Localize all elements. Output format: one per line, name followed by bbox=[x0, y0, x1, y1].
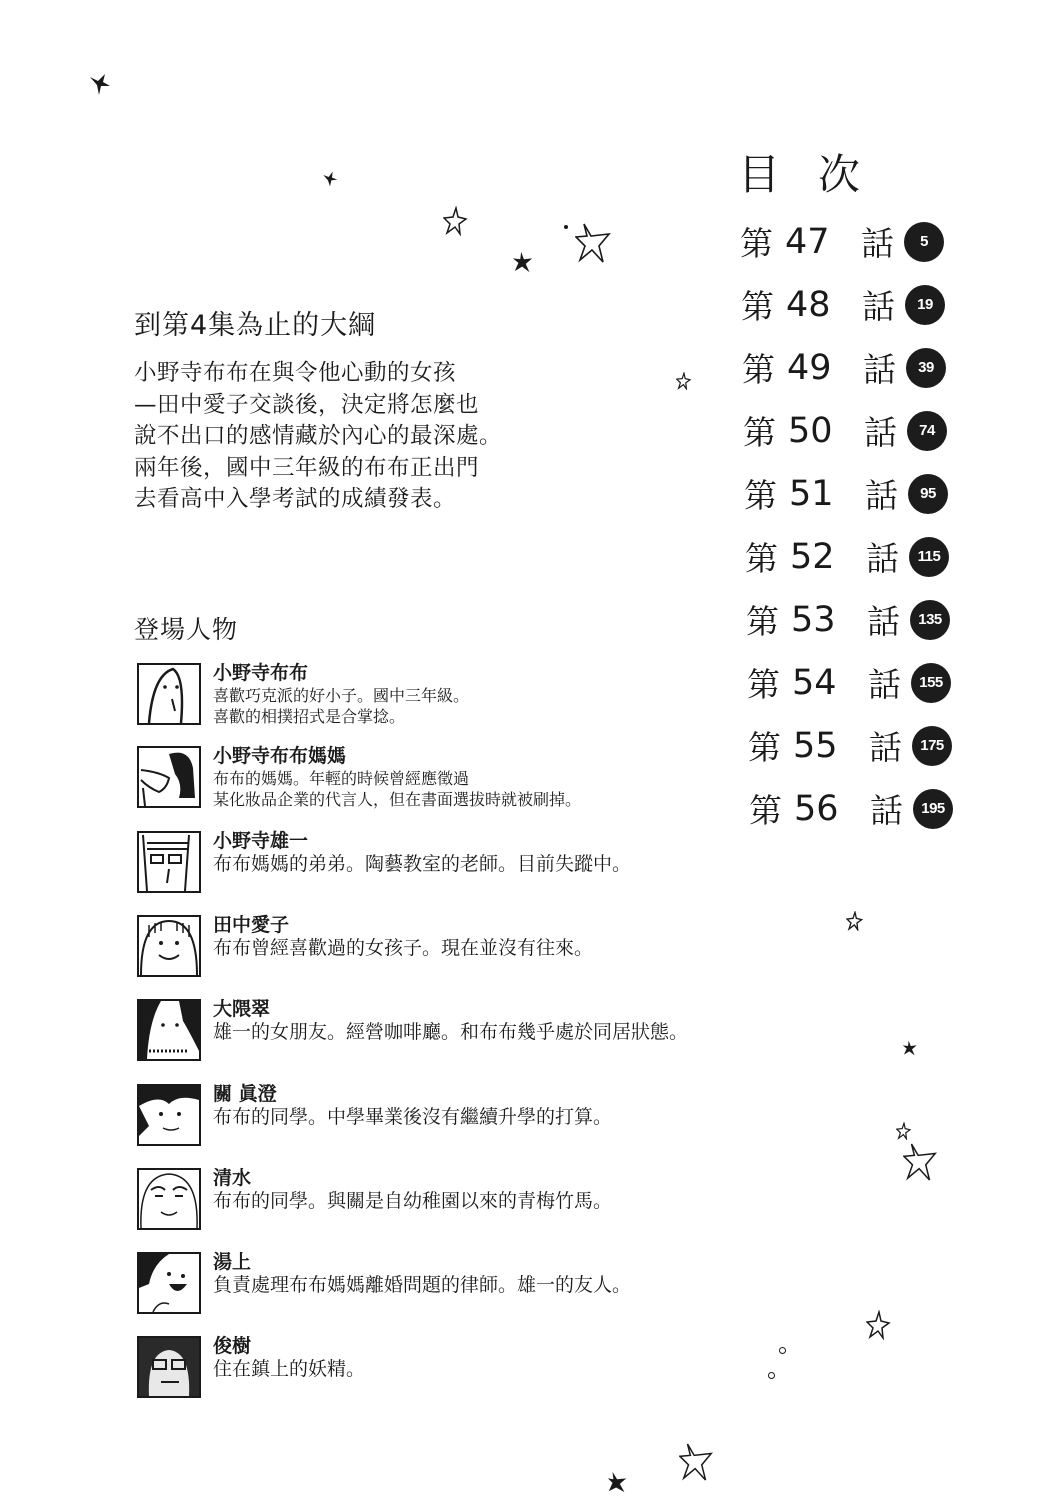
character-desc: 布布的同學。中學畢業後沒有繼續升學的打算。 bbox=[213, 1106, 613, 1128]
character-portrait bbox=[137, 999, 201, 1061]
character-desc: 布布媽媽的弟弟。陶藝教室的老師。目前失蹤中。 bbox=[213, 853, 632, 875]
chapter-prefix: 第 bbox=[743, 413, 776, 452]
toc-item[interactable] bbox=[741, 281, 945, 328]
character-desc: 住在鎮上的妖精。 bbox=[213, 1358, 366, 1380]
toc-item[interactable] bbox=[747, 659, 951, 706]
outline-star-icon bbox=[866, 1310, 892, 1340]
chapter-suffix: 話 bbox=[864, 413, 897, 452]
character-name: 清水 bbox=[213, 1167, 252, 1189]
chapter-number: 52 bbox=[790, 536, 835, 577]
chapter-prefix: 第 bbox=[746, 602, 779, 641]
character-desc: 布布曾經喜歡過的女孩子。現在並沒有往來。 bbox=[213, 937, 594, 959]
character-entry bbox=[137, 915, 593, 977]
toc-item[interactable] bbox=[742, 344, 946, 391]
chapter-prefix: 第 bbox=[740, 224, 773, 263]
chapter-suffix: 話 bbox=[861, 224, 894, 263]
toc-item[interactable] bbox=[744, 470, 948, 517]
chapter-suffix: 話 bbox=[862, 287, 895, 326]
character-desc: 布布的同學。與關是自幼稚園以來的青梅竹馬。 bbox=[213, 1190, 613, 1212]
toc-item[interactable] bbox=[748, 722, 952, 769]
filled-star-icon bbox=[322, 171, 338, 187]
page-number-badge: 195 bbox=[913, 789, 953, 829]
character-name: 大隈翠 bbox=[213, 998, 271, 1020]
outline-star-icon bbox=[676, 372, 692, 390]
chapter-suffix: 話 bbox=[869, 728, 902, 767]
character-portrait bbox=[137, 1168, 201, 1230]
toc-title-left: 目 bbox=[738, 150, 781, 199]
page-number-badge: 135 bbox=[910, 600, 950, 640]
character-portrait bbox=[137, 1336, 201, 1398]
character-name: 小野寺布布媽媽 bbox=[213, 745, 347, 767]
summary-title: 到第4集為止的大綱 bbox=[134, 310, 377, 341]
character-entry bbox=[137, 1168, 612, 1230]
page-number-badge: 5 bbox=[904, 222, 944, 262]
filled-star-icon bbox=[607, 1470, 629, 1494]
character-portrait bbox=[137, 1084, 201, 1146]
outline-star-icon bbox=[575, 222, 613, 264]
chapter-suffix: 話 bbox=[863, 350, 896, 389]
chapter-prefix: 第 bbox=[744, 476, 777, 515]
summary-line: 小野寺布布在與令他心動的女孩 bbox=[134, 360, 457, 386]
character-name: 小野寺雄一 bbox=[213, 830, 309, 852]
outline-star-icon bbox=[846, 911, 864, 931]
character-name: 田中愛子 bbox=[213, 914, 290, 936]
page-number-badge: 74 bbox=[907, 411, 947, 451]
chapter-prefix: 第 bbox=[742, 350, 775, 389]
outline-star-icon bbox=[903, 1140, 939, 1184]
toc-item[interactable] bbox=[749, 785, 953, 832]
summary-line: —田中愛子交談後，決定將怎麼也 bbox=[134, 391, 480, 418]
chapter-number: 54 bbox=[792, 662, 837, 703]
toc-item[interactable] bbox=[746, 596, 950, 643]
summary-line: 去看高中入學考試的成績發表。 bbox=[134, 486, 457, 512]
chapter-suffix: 話 bbox=[868, 665, 901, 704]
summary-line: 說不出口的感情藏於內心的最深處。 bbox=[134, 423, 503, 449]
summary-body bbox=[134, 358, 534, 516]
filled-star-icon bbox=[88, 72, 112, 96]
character-desc: 雄一的女朋友。經營咖啡廳。和布布幾乎處於同居狀態。 bbox=[213, 1021, 689, 1043]
page-number-badge: 115 bbox=[909, 537, 949, 577]
character-portrait bbox=[137, 663, 201, 725]
character-entry bbox=[137, 1252, 631, 1314]
character-portrait bbox=[137, 1252, 201, 1314]
chapter-prefix: 第 bbox=[749, 791, 782, 830]
character-entry bbox=[137, 1084, 612, 1146]
toc-title bbox=[738, 142, 860, 202]
filled-star-icon bbox=[512, 250, 534, 274]
character-entry bbox=[137, 999, 688, 1061]
chapter-number: 51 bbox=[789, 473, 834, 514]
chapter-number: 47 bbox=[785, 221, 830, 262]
character-desc: 喜歡巧克派的好小子。國中三年級。 bbox=[213, 686, 470, 705]
toc-title-right: 次 bbox=[818, 150, 861, 199]
outline-star-icon bbox=[679, 1440, 715, 1484]
chapter-suffix: 話 bbox=[866, 539, 899, 578]
page-number-badge: 95 bbox=[908, 474, 948, 514]
character-desc: 某化妝品企業的代言人，但在書面選拔時就被刷掉。 bbox=[213, 790, 582, 809]
character-desc: 布布的媽媽。年輕的時候曾經應徵過 bbox=[213, 769, 470, 788]
cast-title: 登場人物 bbox=[134, 615, 239, 644]
dot-decoration bbox=[779, 1347, 786, 1354]
character-entry bbox=[137, 663, 469, 727]
filled-star-icon bbox=[902, 1040, 918, 1056]
character-portrait bbox=[137, 831, 201, 893]
toc-item[interactable] bbox=[740, 218, 944, 265]
page-number-badge: 39 bbox=[906, 348, 946, 388]
character-portrait bbox=[137, 746, 201, 808]
chapter-prefix: 第 bbox=[741, 287, 774, 326]
chapter-suffix: 話 bbox=[867, 602, 900, 641]
page-number-badge: 19 bbox=[905, 285, 945, 325]
chapter-number: 48 bbox=[786, 284, 831, 325]
chapter-prefix: 第 bbox=[747, 665, 780, 704]
chapter-number: 53 bbox=[791, 599, 836, 640]
chapter-suffix: 話 bbox=[865, 476, 898, 515]
outline-star-icon bbox=[443, 206, 469, 236]
character-name: 俊樹 bbox=[213, 1335, 252, 1357]
chapter-prefix: 第 bbox=[745, 539, 778, 578]
chapter-number: 50 bbox=[788, 410, 833, 451]
page-number-badge: 155 bbox=[911, 663, 951, 703]
character-entry bbox=[137, 1336, 365, 1398]
character-name: 湯上 bbox=[213, 1251, 252, 1273]
character-name: 小野寺布布 bbox=[213, 662, 309, 684]
character-entry bbox=[137, 746, 581, 810]
character-portrait bbox=[137, 915, 201, 977]
chapter-prefix: 第 bbox=[748, 728, 781, 767]
page-number-badge: 175 bbox=[912, 726, 952, 766]
character-desc: 負責處理布布媽媽離婚問題的律師。雄一的友人。 bbox=[213, 1274, 632, 1296]
outline-star-icon bbox=[896, 1122, 912, 1140]
dot-decoration bbox=[564, 225, 568, 229]
toc-item[interactable] bbox=[743, 407, 947, 454]
chapter-suffix: 話 bbox=[870, 791, 903, 830]
chapter-number: 49 bbox=[787, 347, 832, 388]
character-name: 關 眞澄 bbox=[213, 1083, 277, 1105]
character-desc: 喜歡的相撲招式是合掌捻。 bbox=[213, 707, 406, 726]
toc-item[interactable] bbox=[745, 533, 949, 580]
dot-decoration bbox=[768, 1372, 775, 1379]
character-entry bbox=[137, 831, 631, 893]
chapter-number: 56 bbox=[794, 788, 839, 829]
chapter-number: 55 bbox=[793, 725, 838, 766]
summary-line: 兩年後，國中三年級的布布正出門 bbox=[134, 454, 480, 481]
